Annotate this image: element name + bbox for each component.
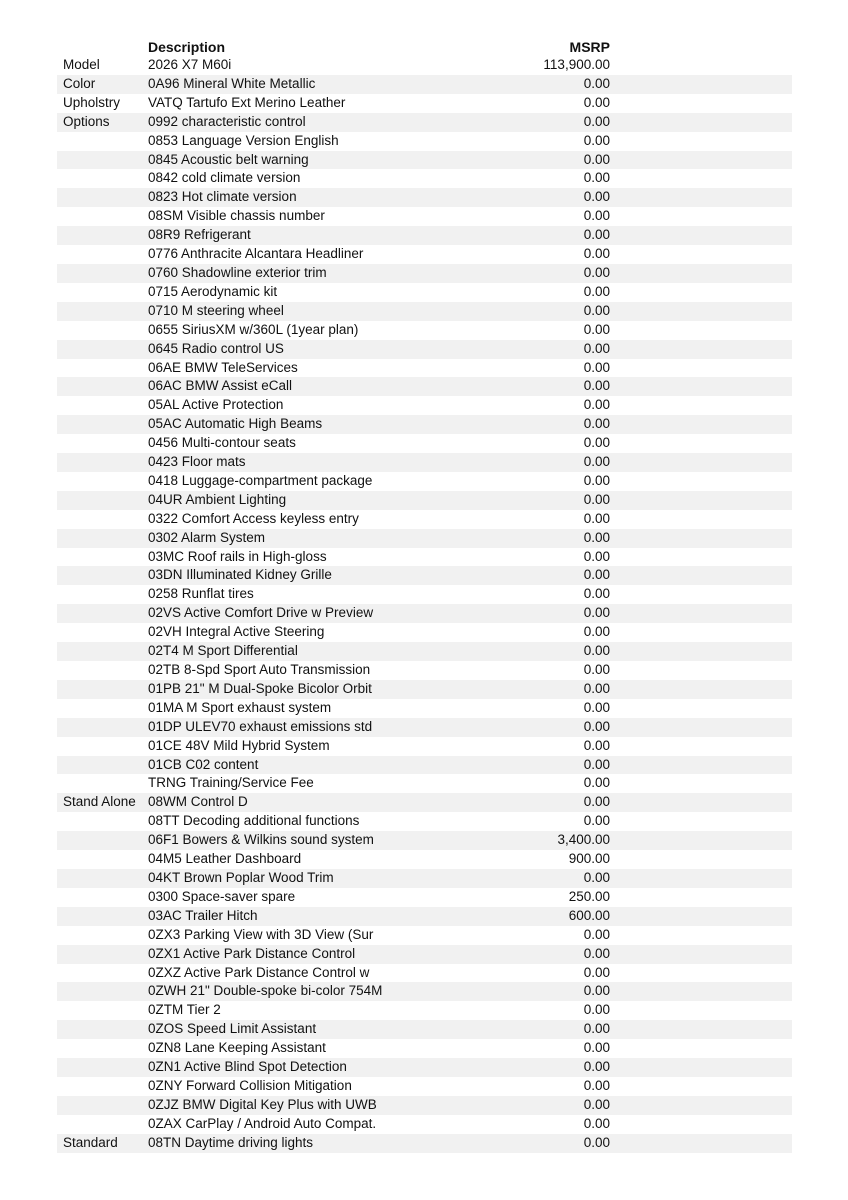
row-msrp: 0.00: [583, 1002, 610, 1018]
row-description: 0992 characteristic control: [148, 113, 306, 129]
table-row: [57, 850, 792, 869]
row-msrp: 0.00: [583, 624, 610, 640]
table-row: [57, 359, 792, 378]
table-row: [57, 169, 792, 188]
table-row: [57, 737, 792, 756]
row-description: 0842 cold climate version: [148, 170, 301, 186]
row-msrp: 3,400.00: [557, 832, 610, 848]
row-msrp: 0.00: [583, 208, 610, 224]
row-msrp: 0.00: [583, 510, 610, 526]
table-row: [57, 226, 792, 245]
table-row: [57, 1134, 792, 1153]
row-description: 0655 SiriusXM w/360L (1year plan): [148, 321, 359, 337]
row-msrp: 0.00: [583, 945, 610, 961]
row-description: 0760 Shadowline exterior trim: [148, 264, 327, 280]
row-description: VATQ Tartufo Ext Merino Leather: [148, 94, 346, 110]
row-description: 0ZAX CarPlay / Android Auto Compat.: [148, 1115, 377, 1131]
row-msrp: 0.00: [583, 1021, 610, 1037]
table-row: [57, 699, 792, 718]
row-description: 0715 Aerodynamic kit: [148, 283, 278, 299]
row-msrp: 0.00: [583, 302, 610, 318]
row-msrp: 0.00: [583, 1096, 610, 1112]
table-row: [57, 1077, 792, 1096]
row-description: 0ZWH 21" Double-spoke bi-color 754M: [148, 983, 383, 999]
row-description: 08SM Visible chassis number: [148, 208, 325, 224]
row-msrp: 900.00: [568, 851, 610, 867]
table-row: [57, 831, 792, 850]
table-row: [57, 680, 792, 699]
row-msrp: 0.00: [583, 567, 610, 583]
table-row: [57, 982, 792, 1001]
row-msrp: 0.00: [583, 151, 610, 167]
table-row: [57, 718, 792, 737]
table-row: [57, 964, 792, 983]
row-msrp: 0.00: [583, 283, 610, 299]
row-description: 0A96 Mineral White Metallic: [148, 75, 316, 91]
table-row: [57, 793, 792, 812]
row-msrp: 0.00: [583, 378, 610, 394]
row-description: 0418 Luggage-compartment package: [148, 472, 373, 488]
table-row: [57, 472, 792, 491]
row-msrp: 0.00: [583, 1059, 610, 1075]
table-row: [57, 321, 792, 340]
row-description: 0ZN8 Lane Keeping Assistant: [148, 1040, 326, 1056]
row-description: 0776 Anthracite Alcantara Headliner: [148, 246, 364, 262]
row-description: 0ZJZ BMW Digital Key Plus with UWB: [148, 1096, 377, 1112]
row-category: Upholstry: [63, 94, 121, 110]
row-description: 01CE 48V Mild Hybrid System: [148, 737, 330, 753]
table-row: [57, 1020, 792, 1039]
table-row: [57, 94, 792, 113]
table-row: [57, 415, 792, 434]
table-row: [57, 75, 792, 94]
table-row: [57, 945, 792, 964]
row-description: 0ZNY Forward Collision Mitigation: [148, 1077, 352, 1093]
table-row: [57, 1001, 792, 1020]
row-msrp: 0.00: [583, 454, 610, 470]
row-category: Stand Alone: [63, 794, 136, 810]
row-msrp: 0.00: [583, 170, 610, 186]
table-row: [57, 661, 792, 680]
table-row: [57, 869, 792, 888]
row-msrp: 0.00: [583, 586, 610, 602]
table-row: [57, 151, 792, 170]
row-description: 06AE BMW TeleServices: [148, 359, 298, 375]
row-msrp: 600.00: [568, 907, 610, 923]
row-msrp: 0.00: [583, 983, 610, 999]
table-row: [57, 585, 792, 604]
row-description: 0ZX1 Active Park Distance Control: [148, 945, 356, 961]
row-msrp: 0.00: [583, 737, 610, 753]
table-row: [57, 56, 792, 75]
row-description: 0ZN1 Active Blind Spot Detection: [148, 1059, 347, 1075]
row-msrp: 0.00: [583, 775, 610, 791]
table-row: [57, 264, 792, 283]
row-description: 02T4 M Sport Differential: [148, 643, 298, 659]
row-msrp: 0.00: [583, 113, 610, 129]
row-msrp: 0.00: [583, 813, 610, 829]
row-msrp: 0.00: [583, 435, 610, 451]
row-msrp: 0.00: [583, 680, 610, 696]
table-row: [57, 245, 792, 264]
row-description: 0322 Comfort Access keyless entry: [148, 510, 359, 526]
table-row: [57, 207, 792, 226]
row-msrp: 0.00: [583, 548, 610, 564]
row-description: 01CB C02 content: [148, 756, 259, 772]
row-description: 01MA M Sport exhaust system: [148, 699, 332, 715]
row-msrp: 0.00: [583, 416, 610, 432]
row-description: 05AC Automatic High Beams: [148, 416, 323, 432]
row-msrp: 0.00: [583, 605, 610, 621]
row-msrp: 0.00: [583, 359, 610, 375]
table-row: [57, 756, 792, 775]
row-description: 02VS Active Comfort Drive w Preview: [148, 605, 374, 621]
row-msrp: 0.00: [583, 1115, 610, 1131]
table-row: [57, 302, 792, 321]
row-description: 01PB 21" M Dual-Spoke Bicolor Orbit: [148, 680, 372, 696]
row-description: 08WM Control D: [148, 794, 248, 810]
row-description: 08TT Decoding additional functions: [148, 813, 360, 829]
row-msrp: 0.00: [583, 718, 610, 734]
table-row: [57, 529, 792, 548]
row-msrp: 0.00: [583, 662, 610, 677]
row-description: 0258 Runflat tires: [148, 586, 254, 602]
row-description: 04KT Brown Poplar Wood Trim: [148, 869, 334, 885]
row-description: 0845 Acoustic belt warning: [148, 151, 309, 167]
row-msrp: 0.00: [583, 1040, 610, 1056]
row-msrp: 0.00: [583, 756, 610, 772]
row-description: 0ZOS Speed Limit Assistant: [148, 1021, 317, 1037]
row-description: 02TB 8-Spd Sport Auto Transmission: [148, 662, 371, 677]
row-category: Standard: [63, 1134, 118, 1150]
table-row: [57, 812, 792, 831]
row-msrp: 0.00: [583, 964, 610, 980]
row-description: 06F1 Bowers & Wilkins sound system: [148, 832, 374, 848]
row-msrp: 0.00: [583, 340, 610, 356]
table-row: [57, 907, 792, 926]
table-row: [57, 548, 792, 567]
row-msrp: 0.00: [583, 1134, 610, 1150]
table-row: [57, 774, 792, 793]
table-row: [57, 1115, 792, 1134]
row-description: 04M5 Leather Dashboard: [148, 851, 302, 867]
table-row: [57, 188, 792, 207]
row-msrp: 0.00: [583, 75, 610, 91]
column-header-description: Description: [148, 39, 226, 55]
row-description: 03AC Trailer Hitch: [148, 907, 258, 923]
row-description: 03MC Roof rails in High-gloss: [148, 548, 327, 564]
row-msrp: 0.00: [583, 472, 610, 488]
row-msrp: 0.00: [583, 529, 610, 545]
row-msrp: 0.00: [583, 132, 610, 148]
row-description: 0423 Floor mats: [148, 454, 246, 470]
row-category: Options: [63, 113, 110, 129]
table-row: [57, 1058, 792, 1077]
row-description: 0ZTM Tier 2: [148, 1002, 221, 1018]
table-row: [57, 113, 792, 132]
row-msrp: 113,900.00: [543, 57, 610, 72]
row-description: 03DN Illuminated Kidney Grille: [148, 567, 332, 583]
table-row: [57, 566, 792, 585]
row-msrp: 0.00: [583, 869, 610, 885]
row-description: 0ZXZ Active Park Distance Control w: [148, 964, 370, 980]
row-description: 02VH Integral Active Steering: [148, 624, 325, 640]
row-category: Color: [63, 75, 96, 91]
row-description: 0823 Hot climate version: [148, 189, 297, 205]
row-description: TRNG Training/Service Fee: [148, 775, 314, 791]
row-description: 0302 Alarm System: [148, 529, 266, 545]
row-msrp: 0.00: [583, 643, 610, 659]
row-msrp: 0.00: [583, 491, 610, 507]
table-row: [57, 888, 792, 907]
row-msrp: 0.00: [583, 94, 610, 110]
table-row: [57, 340, 792, 359]
row-description: 05AL Active Protection: [148, 397, 284, 413]
row-description: 0853 Language Version English: [148, 132, 339, 148]
row-description: 08R9 Refrigerant: [148, 227, 251, 243]
row-description: 0ZX3 Parking View with 3D View (Sur: [148, 926, 374, 942]
row-description: 0645 Radio control US: [148, 340, 284, 356]
row-description: 04UR Ambient Lighting: [148, 491, 287, 507]
table-row: [57, 1039, 792, 1058]
row-msrp: 0.00: [583, 397, 610, 413]
table-row: [57, 623, 792, 642]
row-description: 06AC BMW Assist eCall: [148, 378, 293, 394]
row-msrp: 0.00: [583, 1077, 610, 1093]
row-description: 0300 Space-saver spare: [148, 888, 296, 904]
row-msrp: 0.00: [583, 926, 610, 942]
options-table: [57, 56, 792, 1153]
row-msrp: 0.00: [583, 321, 610, 337]
table-row: [57, 642, 792, 661]
table-row: [57, 396, 792, 415]
table-row: [57, 132, 792, 151]
table-row: [57, 377, 792, 396]
table-row: [57, 453, 792, 472]
row-msrp: 0.00: [583, 264, 610, 280]
table-row: [57, 926, 792, 945]
row-description: 0456 Multi-contour seats: [148, 435, 296, 451]
row-msrp: 0.00: [583, 794, 610, 810]
row-description: 01DP ULEV70 exhaust emissions std: [148, 718, 373, 734]
row-description: 2026 X7 M60i: [148, 57, 232, 72]
row-description: 08TN Daytime driving lights: [148, 1134, 314, 1150]
table-row: [57, 283, 792, 302]
table-row: [57, 491, 792, 510]
table-row: [57, 604, 792, 623]
column-header-msrp: MSRP: [569, 39, 610, 55]
row-msrp: 0.00: [583, 246, 610, 262]
table-row: [57, 434, 792, 453]
row-description: 0710 M steering wheel: [148, 302, 284, 318]
row-msrp: 0.00: [583, 227, 610, 243]
table-row: [57, 1096, 792, 1115]
row-msrp: 250.00: [568, 888, 610, 904]
table-row: [57, 510, 792, 529]
row-msrp: 0.00: [583, 699, 610, 715]
row-msrp: 0.00: [583, 189, 610, 205]
row-category: Model: [63, 57, 100, 72]
